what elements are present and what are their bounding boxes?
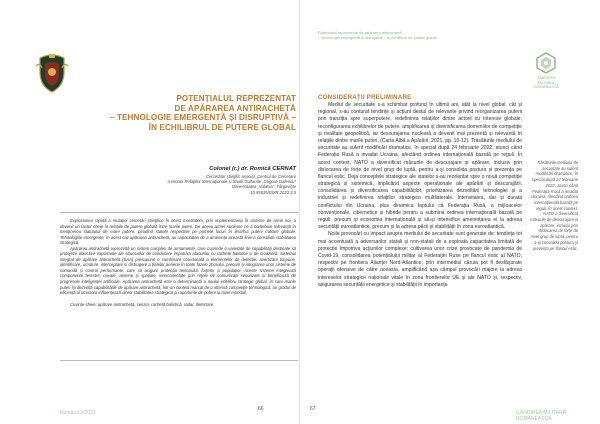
section-heading: CONSIDERAȚII PRELIMINARE [318, 94, 412, 101]
title-line: ÎN ECHILIBRUL DE PUTERE GLOBAL [148, 122, 296, 132]
affiliation-line: Cercetător științific asociat, Centrul de Cercetare [205, 174, 296, 179]
title-line: DE APĂRAREA ANTIRACHETĂ [174, 103, 296, 113]
affiliation-line: a Istoriei Relațiilor Internaționale și Studii Culturale „Grigore Gafencu” [167, 179, 296, 185]
affiliation-line: Universitatea „Valahia”, Târgoviște [231, 184, 296, 190]
logo-label-line: MILITARĂ [537, 80, 555, 85]
abstract [60, 218, 296, 307]
running-head-line: – tehnologie emergentă și disruptivă – în echilibrul de putere global [318, 35, 437, 40]
page-divider [299, 0, 300, 424]
body-paragraph: Noile provocări cu impact asupra mediului de securitate sunt generate de: tendința tot mai accentuată a adversarilor statali și non-statali de a exploata capacitatea limitată de protecție împotriva acțiunilor complexe; cultivarea unor crize provocate de pandemia de Covid-19, consolidarea potențialului militar al Federației Ruse pe flancul estic al NATO, respectiv pe frontiera Alianței Nord-Atlantice, prin intermediul căruia pot fi desfășurate operații ofensive de către aceasta, amplificând așa câmpul provocări majore la adresa intereselor strategice naționale vitale în zona frontierelor UE și ale NATO și, respectiv, asigurarea securității energetice și stabilității în importanța [318, 231, 522, 288]
page-number-right: 67 [310, 406, 316, 412]
abstract-paragraph: Explozianea rapidă a mutației cercetări științifice în acest mortitatem, prin implementarea în sisteme de arme noi, a devenit un factor cheie în relațiile de putere globală între marile puteri. De aceea armel nucleare ne a contribuie relevanță în menținerea statutului de mare putere, pirodind statele respective pe primele locuri în ierarhia puterii militare globale. Tehnologiile emergente, în acest caz apărarea antirachetă, au capacitatea de a amenința această linie a consolida stabilitatea strategică. [60, 218, 296, 246]
running-head [318, 30, 458, 40]
keywords [60, 302, 296, 308]
author-affiliation [150, 174, 296, 195]
author-name: Colonel (r.) dr. Romică CERNAT [209, 166, 296, 172]
issue-footer: Numărul 3/2023 [60, 410, 96, 416]
page-number-left: 66 [258, 406, 264, 412]
keywords-list: apărare antirachetă, senzor, rachetă balistică, radar, detectare. [97, 301, 215, 307]
journal-logo-label [522, 76, 570, 90]
abstract-top-rule [60, 212, 298, 213]
logo-label-line: ROMÂNEASCĂ [533, 85, 559, 90]
title-line: POTENȚIALUL REPREZENTAT [176, 94, 296, 103]
running-head-line: Potențialul reprezentat de apărarea antirachetă [318, 30, 402, 35]
title-line: – TEHNOLOGIE EMERGENTĂ ȘI DISRUPTIVĂ – [110, 113, 296, 123]
body-text [318, 102, 522, 289]
abstract-paragraph: Apărarea antirachetă reprezintă un sistem complex de armamente, care cuprinde o varietate de capabilități destinate să protejeze obiective importante ale structurilor de conducere împotriva atacurilor cu rachete balistice și de croazieră. Sistemul integrat de apărare antirachetă (SAA) presupune o combinare coordonată a elementelor de detecție, avertizare timpurie, identificare, urmărire, interceptare și distrugere a țintelor aeriene în toate fazele zborului, precum și integrarea unor sisteme de comandă și control performante, care să asigure protecția teritoriului, forțelor și populației. Aceste sisteme integrează componente terestre, navale, aeriene și spațiale, interconectate prin rețele de comunicații securizate și beneficiază de progresele inteligenței artificiale. Apărarea antirachetă este o determinantă a noului echilibru strategic global, în care marile puteri își dezvoltă capabilitățile de apărare antirachetă, într-un context marcat de o intensă competiție tehnologică, iar gradul de eficiență al acestora influențează direct stabilitatea strategică și raporturile de putere la nivel mondial. [60, 245, 296, 296]
body-paragraph: Mediul de securitate s-a schimbat profund în ultimii ani, atât la nivel global, cât și regional, s-au conturat tendințe și acțiuni destul de relevante privind reorganizarea puterii prin tranziția spre superputere, redefinirea relațiilor dintre actorii cu interese globale, reconfigurarea echilibrelor de putere, amplificarea și diversificarea domeniilor de competiție și rivalitate geopolitică, iar descurajarea nucleară a devenit mai prezentă și relevantă în relațiile dintre marile puteri. (Carta Albă a Apărării, 2021, pp. 10-12). Trăsăturile mediului de securitate au suferit modificări dramatice, în special după 24 februarie 2022, atunci când Federația Rusă a invadat Ucraina, afectând ordinea internațională bazată pe reguli. În acest context, NATO a diversificat măsurile de descurajare și apărare, inclusiv prin dislocarea de forțe de nivel grup de luptă, pentru a-și consolida postura și prezența pe flancul estic. Deja conceptele strategice ale statelor s-au reorientat spre o nouă competiție strategică și sistemică, implicând aspecte operaționale ale apărării și descurajării, consolidarea și diversificarea capabilităților, prioritizarea dezvoltării tehnologiei și a industriei și redefinirea relațiilor strategice multilaterale. Intensitatea, dar și durata conflictului din Ucraina, plus dinamica faptului că Federația Rusă, a mijloacelor convenționale, cibernetice și hibride pentru a submina ordinea internațională bazată pe reguli, precum și economia internațională și să-și intensifice amenințarea ei la adresa securității euroatlantice, precum și la adresa păcii și stabilității în zona euroatlantică. [318, 102, 522, 231]
keywords-label: Cuvinte-cheie: [70, 301, 97, 307]
journal-footer: GÂNDIREA MILITARĂ ROMÂNEASCĂ [516, 410, 566, 422]
doi: 10.55535/GMR.2023.3.3 [250, 189, 296, 195]
journal-logo-icon [535, 52, 557, 74]
coat-of-arms-emblem [34, 52, 70, 94]
logo-label-line: GÂNDIREA [536, 76, 556, 80]
article-title [100, 94, 296, 132]
abstract-bottom-rule [60, 360, 298, 361]
margin-pull-quote: Trăsăturile mediului de securitate au suferit modificări dramatice, în special după 24 februarie 2022, atunci când Federația Rusă a invadat Ucraina, afectând ordinea internațională bazată pe reguli. În acest context, NATO a diversificat măsurile de descurajare și apărare, inclusiv prin dislocarea de forțe de nivel grup de luptă, pentru a-și consolida postura și prezența pe flancul estic. [530, 160, 578, 251]
